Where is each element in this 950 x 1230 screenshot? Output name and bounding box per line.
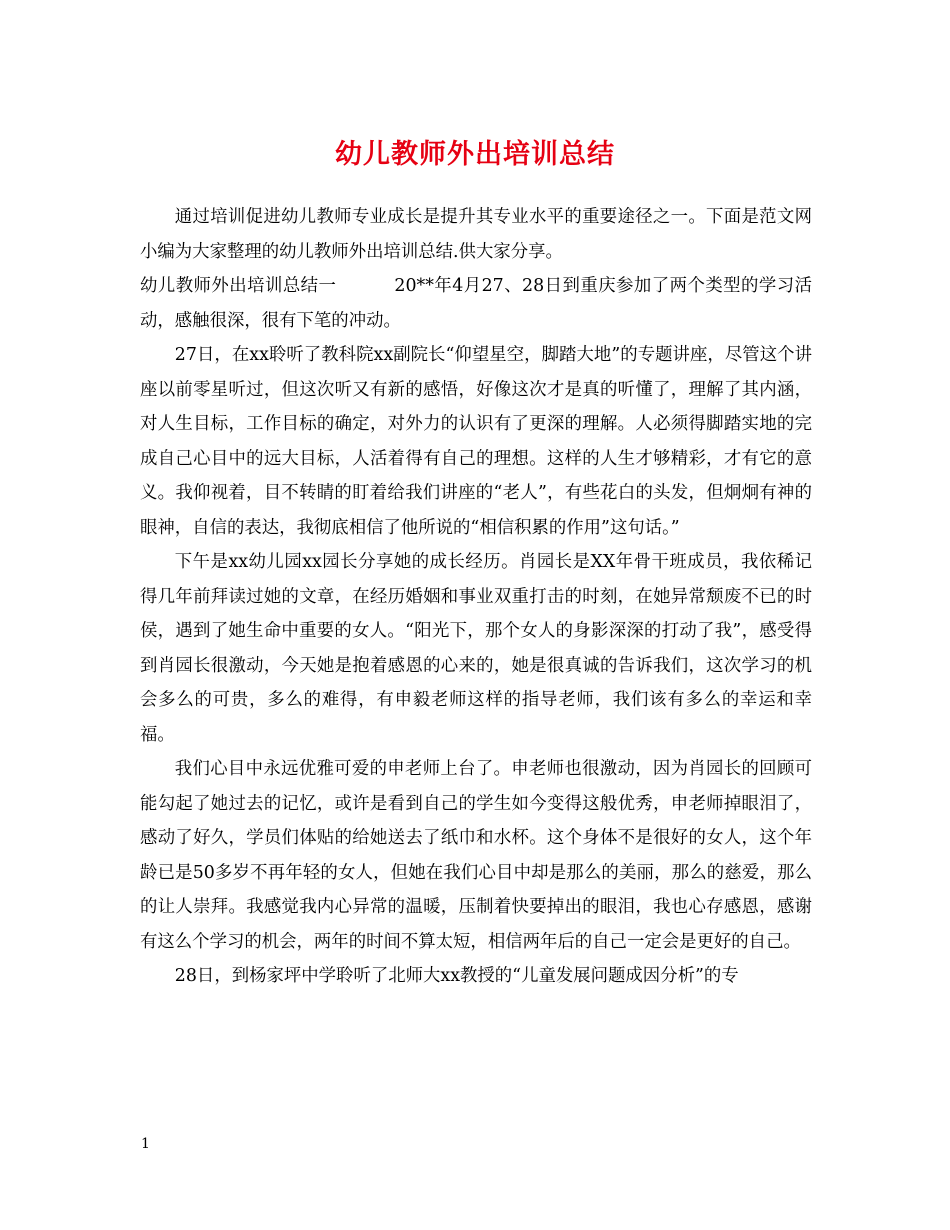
document-title: 幼儿教师外出培训总结 (335, 139, 615, 170)
section-first-text: 20**年4月27、28日到重庆参加了两个类型的学习活动，感触很深，很有下笔的冲动。 (140, 276, 812, 331)
body-paragraph-3: 我们心目中永远优雅可爱的申老师上台了。申老师也很激动，因为肖园长的回顾可能勾起了她过去的记忆，或许是看到自己的学生如今变得这般优秀，申老师掉眼泪了， 感动了好久，学员们体贴的给她送去了纸巾和水杯。这个身体不是很好的女人，这个年龄已是50多岁不再年轻的女人，但她在我们心目中却是那么的美丽，那么的慈爱，那么的让人崇拜。我感觉我内心异常的温暖，压制着快要掉出的眼泪，我也心存感恩，感谢有这么个学习的机会，两年的时间不算太短，相信两年后的自己一定会是更好的自己。 (140, 759, 812, 952)
body-paragraph-2: 下午是xx幼儿园xx园长分享她的成长经历。肖园长是XX年骨干班成员，我依稀记得几年前拜读过她的文章，在经历婚姻和事业双重打击的时刻，在她异常颓废不已的时侯，遇到了她生命中重要的女人。“阳光下，那个女人的身影深深的打动了我”，感受得到肖园长很激动，今天她是抱着感恩的心来的，她是很真诚的告诉我们，这次学习的机会多么的可贵，多么的难得，有申毅老师这样的指导老师，我们该有多么的幸运和幸福。 (140, 552, 812, 745)
body-paragraph-1: 27日，在xx聆听了教科院xx副院长“仰望星空，脚踏大地”的专题讲座，尽管这个讲座以前零星听过，但这次听又有新的感悟，好像这次才是真的听懂了，理解了其内涵，对人生目标，工作目标的确定，对外力的认识有了更深的理解。人必须得脚踏实地的完成自己心目中的远大目标，人活着得有自己的理想。这样的人生才够精彩，才有它的意义。我仰视着，目不转睛的盯着给我们讲座的“老人”，有些花白的头发，但炯炯有神的眼神，自信的表达，我彻底相信了他所说的“相信积累的作用”这句话。” (140, 345, 812, 538)
page-number: 1 (141, 1136, 150, 1152)
body-paragraph-4: 28日，到杨家坪中学聆听了北师大xx教授的“儿童发展问题成因分析”的专 (174, 966, 739, 986)
section-heading-paragraph (140, 269, 812, 338)
intro-paragraph: 通过培训促进幼儿教师专业成长是提升其专业水平的重要途径之一。下面是范文网小编为大家整理的幼儿教师外出培训总结.供大家分享。 (140, 207, 812, 262)
document-body (140, 200, 812, 994)
section-heading: 幼儿教师外出培训总结一 (140, 276, 337, 296)
